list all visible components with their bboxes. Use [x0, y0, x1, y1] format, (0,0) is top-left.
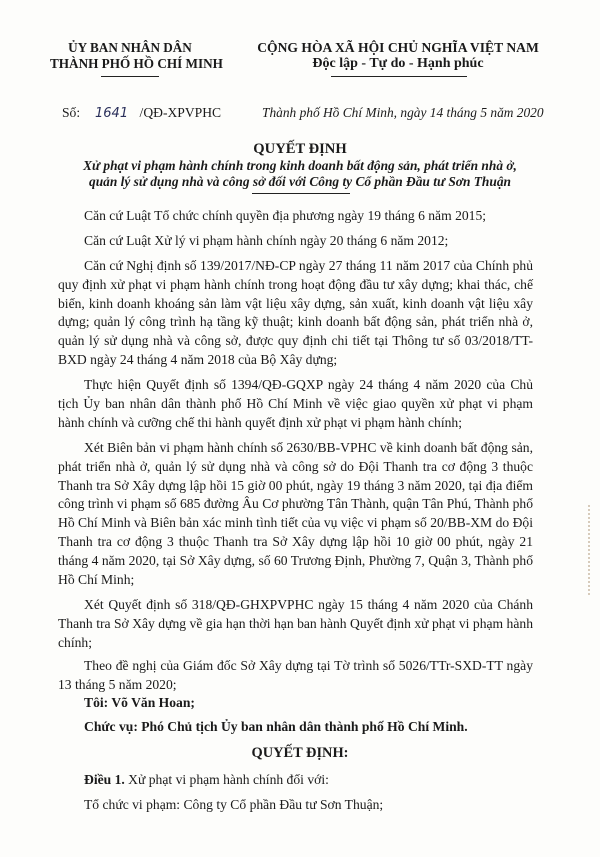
handwritten-number: 1641	[95, 106, 129, 121]
violator-organization: Tổ chức vi phạm: Công ty Cổ phần Đầu tư Sơn Thuận;	[84, 797, 384, 812]
number-label: Số:	[62, 105, 81, 120]
agency-line-2: THÀNH PHỐ HỒ CHÍ MINH	[50, 56, 223, 71]
motto-underline	[331, 76, 467, 77]
agency-underline	[101, 76, 159, 77]
article-1-label: Điều 1.	[84, 772, 125, 787]
violation-record-2630: Xét Biên bản vi phạm hành chính số 2630/BB-VPHC về kinh doanh bất động sản, phát triển nhà ở, quản lý sử dụng nhà và công sở do Đội Thanh tra cơ động 3 thuộc Thanh tra Sở Xây dựng lập hồi 15 giờ 00 phút, ngày 19 tháng 3 năm 2020, tại địa điểm công trình vi phạm số 685 đường Âu Cơ phường Tân Thành, quận Tân Phú, Thành phố Hồ Chí Minh và Biên bản xác minh tình tiết của vụ việc vi phạm số 20/BB-XM do Đội Thanh tra cơ động 3 thuộc Thanh tra Sở Xây dựng lập hồi 10 giờ 00 phút, ngày 21 tháng 4 năm 2020, tại Sở Xây dựng, số 60 Trương Định, Phường 7, Quận 3, Thành phố Hồ Chí Minh;	[58, 440, 533, 587]
title-underline	[252, 193, 350, 194]
basis-local-government-law: Căn cứ Luật Tổ chức chính quyền địa phương ngày 19 tháng 6 năm 2015;	[84, 208, 487, 223]
signer-name: Tôi: Võ Văn Hoan;	[84, 695, 195, 710]
nation-line-2: Độc lập - Tự do - Hạnh phúc	[312, 56, 484, 71]
subtitle-line-2: quản lý sử dụng nhà và công sở đối với Công ty Cổ phần Đầu tư Sơn Thuận	[89, 174, 511, 189]
document-title: QUYẾT ĐỊNH	[253, 141, 347, 157]
nation-line-1: CỘNG HÒA XÃ HỘI CHỦ NGHĨA VIỆT NAM	[257, 40, 539, 55]
extension-decision-318: Xét Quyết định số 318/QĐ-GHXPVPHC ngày 15 tháng 4 năm 2020 của Chánh Thanh tra Sở Xây dựng về gia hạn thời hạn ban hành Quyết định xử phạt vi phạm hành chính;	[58, 597, 533, 650]
basis-administrative-violation-law: Căn cứ Luật Xử lý vi phạm hành chính ngày 20 tháng 6 năm 2012;	[84, 233, 449, 248]
issuing-agency	[50, 40, 223, 72]
article-1	[84, 772, 329, 788]
proposal-5026: Theo đề nghị của Giám đốc Sở Xây dựng tại Tờ trình số 5026/TTr-SXD-TT ngày 13 tháng 5 năm 2020;	[58, 658, 533, 692]
article-1-text: Xử phạt vi phạm hành chính đối với:	[124, 772, 329, 787]
basis-decree-139: Căn cứ Nghị định số 139/2017/NĐ-CP ngày 27 tháng 11 năm 2017 của Chính phủ quy định xử phạt vi phạm hành chính trong hoạt động đầu tư xây dựng; khai thác, chế biến, kinh doanh khoáng sản làm vật liệu xây dựng, sản xuất, kinh doanh vật liệu xây dựng; quản lý công trình hạ tầng kỹ thuật; kinh doanh bất động sản, phát triển nhà ở, quản lý sử dụng nhà và công sở, được quy định chi tiết tại Thông tư số 03/2018/TT-BXD ngày 24 tháng 4 năm 2018 của Bộ Xây dựng;	[58, 258, 533, 367]
agency-line-1: ỦY BAN NHÂN DÂN	[68, 40, 192, 55]
subtitle-line-1: Xử phạt vi phạm hành chính trong kinh doanh bất động sản, phát triển nhà ở,	[83, 158, 517, 173]
place-date: Thành phố Hồ Chí Minh, ngày 14 tháng 5 năm 2020	[262, 105, 544, 120]
signer-position: Chức vụ: Phó Chủ tịch Ủy ban nhân dân thành phố Hồ Chí Minh.	[84, 719, 468, 734]
number-suffix: /QĐ-XPVPHC	[139, 105, 222, 120]
margin-stamp-mark	[588, 505, 598, 595]
decision-heading: QUYẾT ĐỊNH:	[251, 745, 349, 761]
national-motto	[228, 40, 568, 72]
document-number	[62, 105, 221, 121]
basis-decision-1394: Thực hiện Quyết định số 1394/QĐ-GQXP ngày 24 tháng 4 năm 2020 của Chủ tịch Ủy ban nhân dân thành phố Hồ Chí Minh về việc giao quyền xử phạt vi phạm hành chính và cưỡng chế thi hành quyết định xử phạt vi phạm hành chính;	[58, 377, 533, 430]
document-subtitle	[0, 158, 600, 190]
